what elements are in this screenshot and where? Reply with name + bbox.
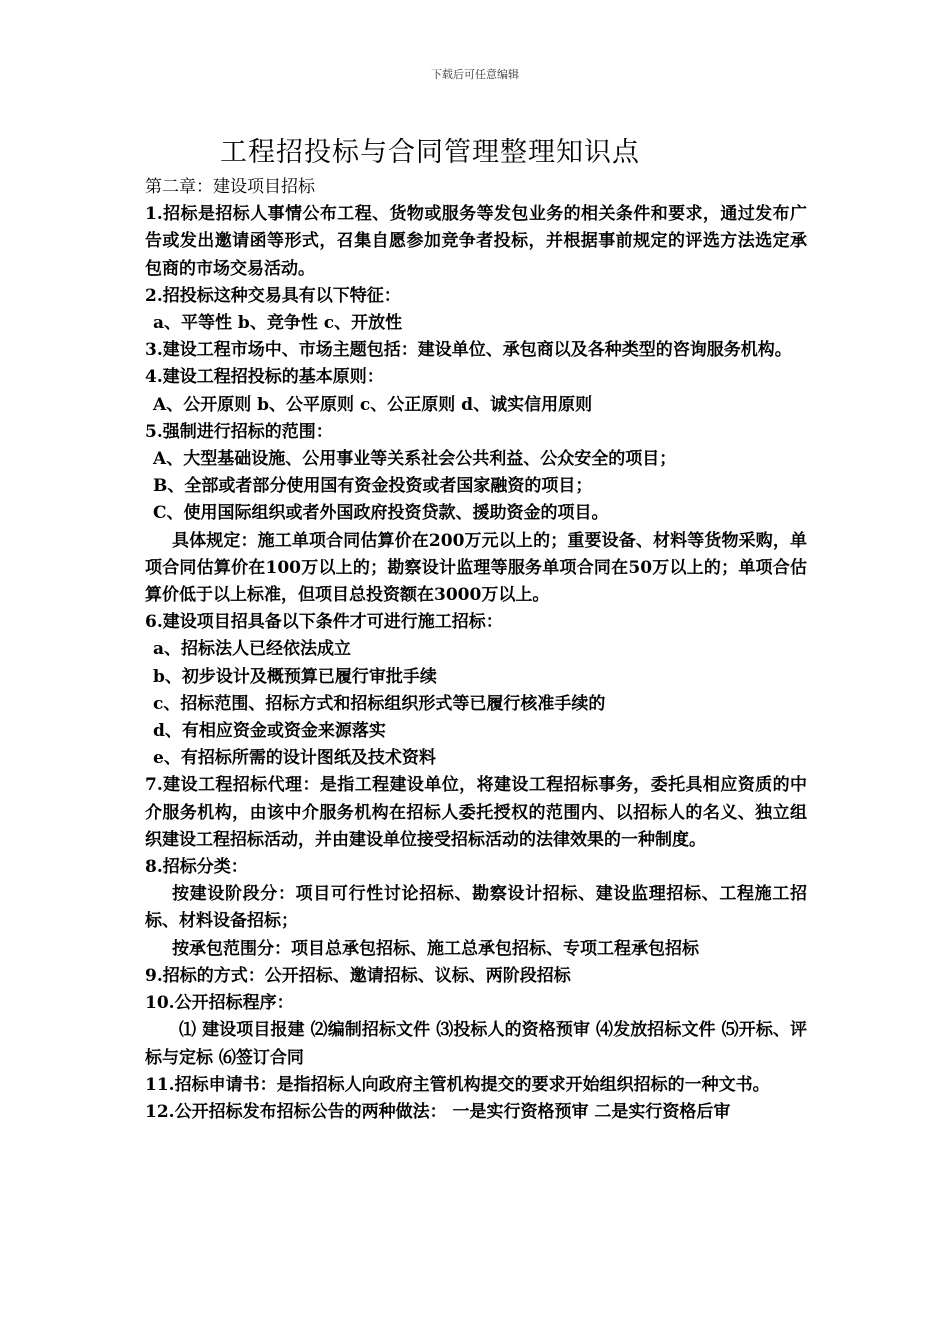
list-item: B、全部或者部分使用国有资金投资或者国家融资的项目；	[153, 476, 593, 497]
paragraph-1: 1.招标是招标人事情公布工程、货物或服务等发包业务的相关条件和要求，通过发布广告或发出邀请函等形式，召集自愿参加竞争者投标，并根据事前规定的评选方法选定承包商的市场交易活动。	[145, 204, 807, 279]
list-item: d、有相应资金或资金来源落实	[153, 721, 386, 742]
paragraph-4: 4.建设工程招投标的基本原则：	[145, 367, 384, 388]
list-item: A、公开原则 b、公平原则 c、公正原则 d、诚实信用原则	[153, 394, 593, 415]
paragraph-11: 11.招标申请书：是指招标人向政府主管机构提交的要求开始组织招标的一种文书。	[145, 1074, 770, 1095]
paragraph-8: 8.招标分类：	[145, 857, 248, 878]
paragraph-10: 10.公开招标程序：	[145, 993, 294, 1014]
paragraph-3: 3.建设工程市场中、市场主题包括：建设单位、承包商以及各种类型的咨询服务机构。	[145, 340, 792, 361]
list-item: e、有招标所需的设计图纸及技术资料	[153, 748, 436, 769]
document-body	[145, 174, 807, 1126]
paragraph-5: 5.强制进行招标的范围：	[145, 421, 333, 442]
chapter-heading: 第二章：建设项目招标	[145, 177, 315, 197]
list-item: a、平等性 b、竞争性 c、开放性	[153, 313, 403, 334]
procedure-steps: ⑴ 建设项目报建 ⑵编制招标文件 ⑶投标人的资格预审 ⑷发放招标文件 ⑸开标、评标与定标 ⑹签订合同	[145, 1020, 807, 1068]
list-item: b、初步设计及概预算已履行审批手续	[153, 666, 437, 687]
paragraph-12: 12.公开招标发布招标公告的两种做法： 一是实行资格预审 二是实行资格后审	[145, 1101, 731, 1122]
list-item: a、招标法人已经依法成立	[153, 639, 352, 660]
paragraph-7: 7.建设工程招标代理：是指工程建设单位，将建设工程招标事务，委托具相应资质的中介服务机构，由该中介服务机构在招标人委托授权的范围内、以招标人的名义、独立组织建设工程招标活动，并由建设单位接受招标活动的法律效果的一种制度。	[145, 775, 807, 850]
paragraph-6: 6.建设项目招具备以下条件才可进行施工招标：	[145, 612, 503, 633]
page-header: 下载后可任意编辑	[431, 68, 519, 81]
list-item: A、大型基础设施、公用事业等关系社会公共利益、公众安全的项目；	[153, 449, 677, 470]
paragraph-2: 2.招投标这种交易具有以下特征：	[145, 285, 401, 306]
paragraph-9: 9.招标的方式：公开招标、邀请招标、议标、两阶段招标	[145, 965, 571, 986]
specific-rules-paragraph: 具体规定：施工单项合同估算价在200万元以上的；重要设备、材料等货物采购，单项合同估算价在100万以上的；勘察设计监理等服务单项合同在50万以上的；单项合估算价低于以上标准，但项目总投资额在3000万以上。	[145, 530, 807, 606]
list-item: C、使用国际组织或者外国政府投资贷款、援助资金的项目。	[153, 503, 609, 524]
classification-by-stage: 按建设阶段分：项目可行性讨论招标、勘察设计招标、建设监理招标、工程施工招标、材料设备招标；	[145, 884, 807, 932]
document-title: 工程招投标与合同管理整理知识点	[220, 137, 640, 168]
list-item: c、招标范围、招标方式和招标组织形式等已履行核准手续的	[153, 693, 606, 714]
classification-by-scope: 按承包范围分：项目总承包招标、施工总承包招标、专项工程承包招标	[172, 938, 699, 959]
